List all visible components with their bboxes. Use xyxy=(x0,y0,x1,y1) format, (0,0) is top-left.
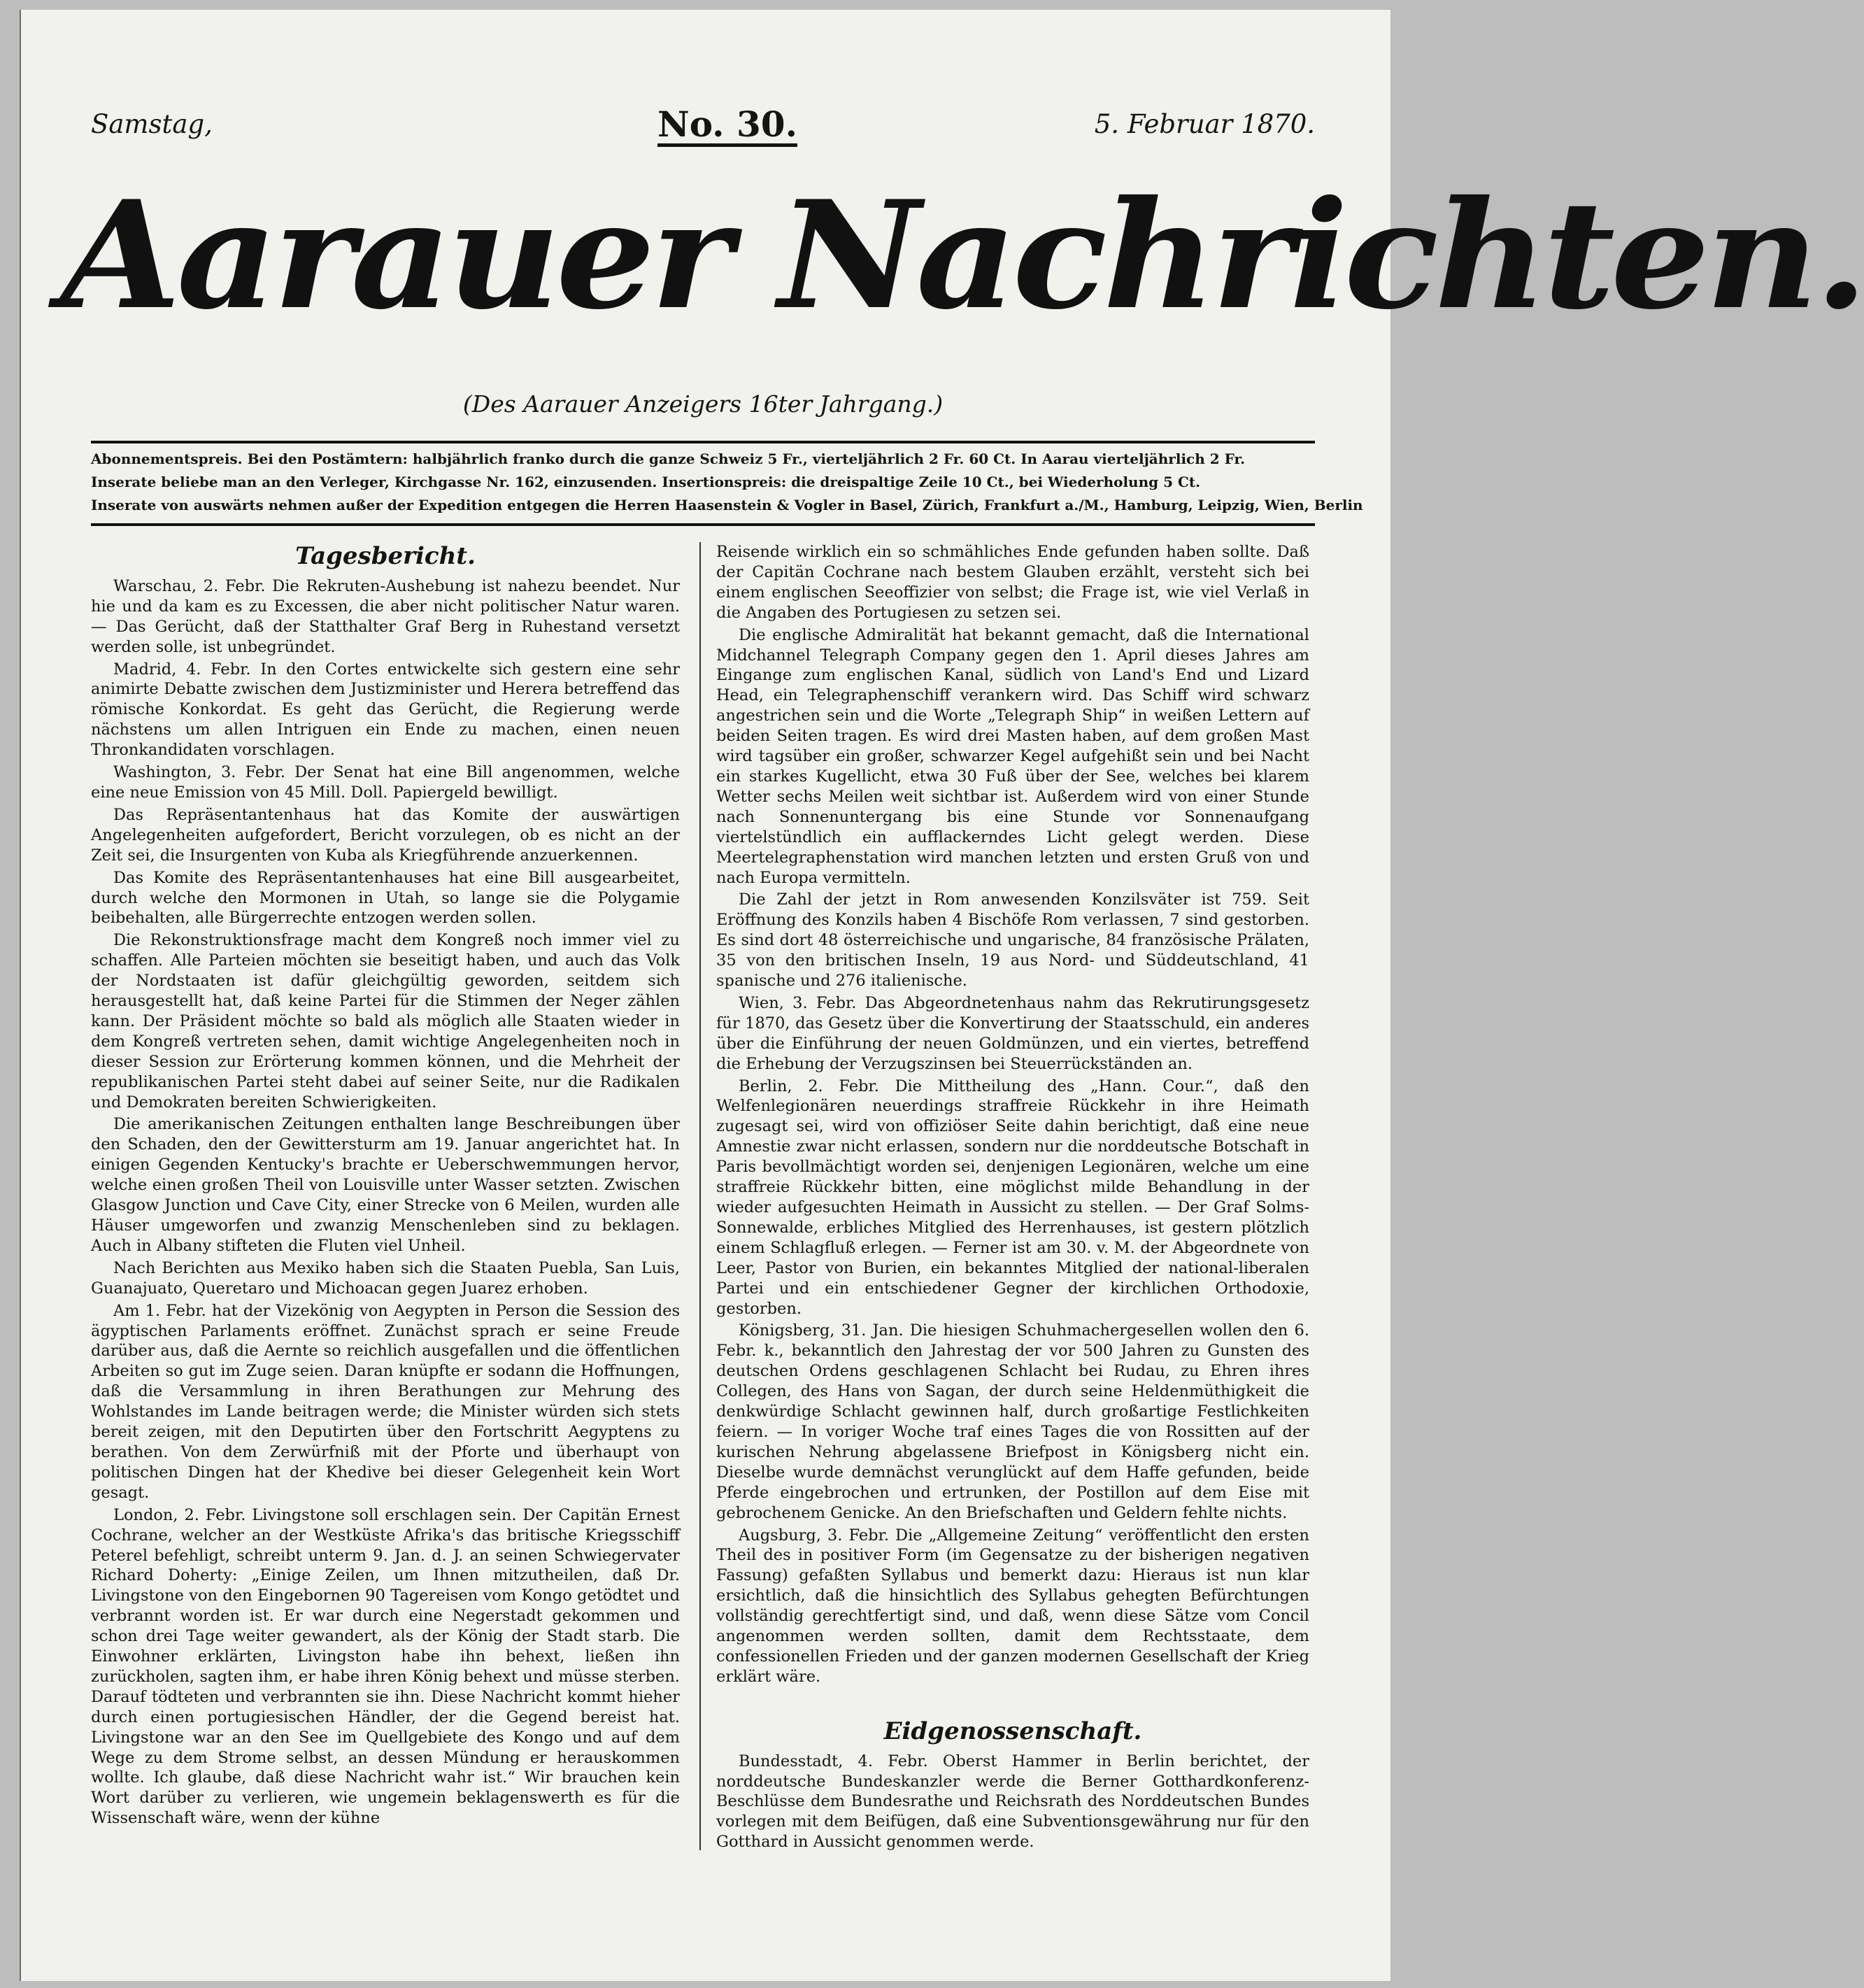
article-paragraph: London, 2. Febr. Livingstone soll erschlagen sein. Der Capitän Ernest Cochrane, welcher an der Westküste Afrika's das britische Kriegsschiff Peterel befehligt, schreibt unterm 9. Jan. d. J. an seinen Schwiegervater Richard Doherty: „Einige Zeilen, um Ihnen mitzutheilen, daß Dr. Livingstone von den Eingebornen 90 Tagereisen vom Kongo getödtet und verbrannt worden ist. Er war durch eine Negerstadt gekommen und schon drei Tage weiter gewandert, als der König der Stadt starb. Die Einwohner erklärten, Livingston habe ihn behext, ließen ihn zurückholen, sagten ihm, er habe ihren König behext und müsse sterben. Darauf tödteten und verbrannten sie ihn. Diese Nachricht kommt hieher durch einen portugiesischen Händler, der die Gegend bereist hat. Livingstone war an den See im Quellgebiete des Kongo und auf dem Wege zu dem Strome selbst, an dessen Mündung er herauskommen wollte. Ich glaube, daß diese Nachricht wahr ist.“ Wir brauchen kein Wort darüber zu verlieren, wie ungemein beklagenswerth es für die Wissenschaft wäre, wenn der kühne xyxy=(91,1505,680,1828)
article-paragraph: Washington, 3. Febr. Der Senat hat eine Bill angenommen, welche eine neue Emission von 45 Mill. Doll. Papiergeld bewilligt. xyxy=(91,763,680,802)
section-heading: Tagesbericht. xyxy=(295,542,476,570)
article-paragraph: Madrid, 4. Febr. In den Cortes entwickelte sich gestern eine sehr animirte Debatte zwischen dem Justizminister und Herera betreffend das römische Konkordat. Es geht das Gerücht, die Regierung werde nächstens um allen Intriguen ein Ende zu machen, einen neuen Thronkandidaten vorschlagen. xyxy=(91,660,680,760)
article-paragraph: Die englische Admiralität hat bekannt gemacht, daß die International Midchannel Telegraph Company gegen den 1. April dieses Jahres am Eingange zum englischen Kanal, südlich von Land's End und Lizard Head, ein Telegraphenschiff verankern wird. Das Schiff wird schwarz angestrichen sein und die Worte „Telegraph Ship“ in weißen Lettern auf beiden Seiten tragen. Es wird drei Masten haben, auf dem großen Mast wird tagsüber ein großer, schwarzer Kegel aufgehißt sein und bei Nacht ein starkes Kugellicht, etwa 30 Fuß über der See, welches bei klarem Wetter sechs Meilen weit sichtbar ist. Außerdem wird von einer Stunde nach Sonnenuntergang bis eine Stunde vor Sonnenaufgang viertelstündlich ein aufflackerndes Licht gelegt werden. Diese Meertelegraphenstation wird manchen letzten und ersten Gruß von und nach Europa vermitteln. xyxy=(716,625,1309,887)
info-line: Inserate von auswärts nehmen außer der Expedition entgegen die Herren Haasenstein & Vogler in Basel, Zürich, Frankfurt a./M., Hamburg, Leipzig, Wien, Berlin xyxy=(91,497,1363,513)
article-paragraph: Reisende wirklich ein so schmähliches Ende gefunden haben sollte. Daß der Capitän Cochrane nach bestem Glauben erzählt, versteht sich bei einem englischen Seeoffizier von selbst; die Frage ist, wie viel Verlaß in die Angaben des Portugiesen zu setzen sei. xyxy=(716,543,1309,622)
weekday: Samstag, xyxy=(91,109,213,139)
column-divider xyxy=(699,542,701,1850)
section-heading: Eidgenossenschaft. xyxy=(883,1717,1142,1745)
article-paragraph: Die Rekonstruktionsfrage macht dem Kongreß noch immer viel zu schaffen. Alle Parteien möchten sie beseitigt haben, und auch das Volk der Nordstaaten ist dafür gleichgültig geworden, seitdem sich herausgestellt hat, daß keine Partei für die Stimmen der Neger zählen kann. Der Präsident möchte so bald als möglich alle Staaten wieder in dem Kongreß vertreten sehen, damit wichtige Angelegenheiten noch in dieser Session zur Erörterung kommen können, und die Mehrheit der republikanischen Partei steht dabei auf seiner Seite, nur die Radikalen und Demokraten bereiten Schwierigkeiten. xyxy=(91,931,680,1112)
article-paragraph: Die amerikanischen Zeitungen enthalten lange Beschreibungen über den Schaden, den der Gewittersturm am 19. Januar angerichtet hat. In einigen Gegenden Kentucky's brachte er Ueberschwemmungen hervor, welche einen großen Theil von Louisville unter Wasser setzten. Zwischen Glasgow Junction und Cave City, einer Strecke von 6 Meilen, wurden alle Häuser umgeworfen und zwanzig Menschenleben sind zu beklagen. Auch in Albany stifteten die Fluten viel Unheil. xyxy=(91,1115,680,1255)
article-paragraph: Augsburg, 3. Febr. Die „Allgemeine Zeitung“ veröffentlicht den ersten Theil des in positiver Form (im Gegensatze zu der bisherigen negativen Fassung) gefaßten Syllabus und bemerkt dazu: Hieraus ist nun klar ersichtlich, daß die hinsichtlich des Syllabus gehegten Befürchtungen vollständig gerechtfertigt sind, und daß, wenn diese Sätze vom Concil angenommen werden sollten, damit dem Rechtsstaate, dem confessionellen Frieden und der ganzen modernen Gesellschaft der Krieg erklärt wäre. xyxy=(716,1526,1309,1686)
article-paragraph: Am 1. Febr. hat der Vizekönig von Aegypten in Person die Session des ägyptischen Parlaments eröffnet. Zunächst sprach er seine Freude darüber aus, daß die Aernte so reichlich ausgefallen und die öffentlichen Arbeiten so gut im Zuge seien. Daran knüpfte er sodann die Hoffnungen, daß die Versammlung in ihren Berathungen zur Mehrung des Wohlstandes im Lande beitragen werde; die Minister würden sich stets bereit zeigen, mit den Deputirten über den Fortschritt Aegyptens zu berathen. Von dem Zerwürfniß mit der Pforte und überhaupt von politischen Dingen hat der Khedive bei dieser Gelegenheit kein Wort gesagt. xyxy=(91,1301,680,1502)
masthead-subtitle: (Des Aarauer Anzeigers 16ter Jahrgang.) xyxy=(462,390,944,418)
article-paragraph: Nach Berichten aus Mexiko haben sich die Staaten Puebla, San Luis, Guanajuato, Queretaro und Michoacan gegen Juarez erhoben. xyxy=(91,1258,680,1298)
info-line: Inserate beliebe man an den Verleger, Kirchgasse Nr. 162, einzusenden. Insertionspreis: die dreispaltige Zeile 10 Ct., bei Wiederholung 5 Ct. xyxy=(91,474,1201,490)
info-rule xyxy=(91,523,1315,526)
info-line: Abonnementspreis. Bei den Postämtern: halbjährlich franko durch die ganze Schweiz 5 Fr., vierteljährlich 2 Fr. 60 Ct. In Aarau vierteljährlich 2 Fr. xyxy=(91,450,1246,467)
header-rule xyxy=(91,441,1315,443)
article-paragraph: Berlin, 2. Febr. Die Mittheilung des „Hann. Cour.“, daß den Welfenlegionären neuerdings straffreie Rückkehr in ihre Heimath zugesagt sei, wird von offiziöser Seite dahin berichtigt, daß eine neue Amnestie zwar nicht erlassen, sondern nur die norddeutsche Botschaft in Paris bevollmächtigt worden sei, denjenigen Legionären, welche um eine straffreie Rückkehr bitten, eine möglichst milde Behandlung in der wieder aufgesuchten Heimath in Aussicht zu stellen. — Der Graf Solms-Sonnewalde, erbliches Mitglied des Herrenhauses, ist gestern plötzlich einem Schlagfluß erlegen. — Ferner ist am 30. v. M. der Abgeordnete von Leer, Pastor von Burien, ein bekanntes Mitglied der national-liberalen Partei und ein entschiedener Gegner der kirchlichen Orthodoxie, gestorben. xyxy=(716,1077,1309,1318)
masthead-title: Aarauer Nachrichten. xyxy=(60,168,1864,342)
article-paragraph: Bundesstadt, 4. Febr. Oberst Hammer in Berlin berichtet, der norddeutsche Bundeskanzler werde die Berner Gotthardkonferenz-Beschlüsse dem Bundesrathe und Reichsrath des Norddeutschen Bundes vorlegen mit dem Beifügen, daß eine Subventionsgewährung nur für den Gotthard in Aussicht genommen werde. xyxy=(716,1752,1309,1852)
article-paragraph: Wien, 3. Febr. Das Abgeordnetenhaus nahm das Rekrutirungsgesetz für 1870, das Gesetz über die Konvertirung der Staatsschuld, ein anderes über die Einführung der neuen Goldmünzen, und ein viertes, betreffend die Erhebung der Verzugszinsen bei Steuerrückständen an. xyxy=(716,993,1309,1073)
issue-date: 5. Februar 1870. xyxy=(1094,109,1315,139)
left-column xyxy=(91,542,680,1831)
dateline xyxy=(91,104,1315,152)
article-paragraph: Das Repräsentantenhaus hat das Komite der auswärtigen Angelegenheiten aufgefordert, Bericht vorzulegen, ob es nicht an der Zeit sei, die Insurgenten von Kuba als Kriegführende anzuerkennen. xyxy=(91,805,680,865)
right-column xyxy=(716,542,1309,1854)
article-paragraph: Die Zahl der jetzt in Rom anwesenden Konzilsväter ist 759. Seit Eröffnung des Konzils haben 4 Bischöfe Rom verlassen, 7 sind gestorben. Es sind dort 48 österreichische und ungarische, 84 französische Prälaten, 35 von den britischen Inseln, 19 aus Nord- und Süddeutschland, 41 spanische und 276 italienische. xyxy=(716,890,1309,991)
issue-number: No. 30. xyxy=(657,104,797,145)
article-paragraph: Das Komite des Repräsentantenhauses hat eine Bill ausgearbeitet, durch welche den Mormonen in Utah, so lange sie die Polygamie beibehalten, alle Bürgerrechte entzogen werden sollen. xyxy=(91,868,680,928)
subscription-info xyxy=(91,448,1363,517)
article-paragraph: Warschau, 2. Febr. Die Rekruten-Aushebung ist nahezu beendet. Nur hie und da kam es zu Excessen, die aber nicht politischer Natur waren. — Das Gerücht, daß der Statthalter Graf Berg in Ruhestand versetzt werden solle, ist unbegründet. xyxy=(91,576,680,656)
article-paragraph: Königsberg, 31. Jan. Die hiesigen Schuhmachergesellen wollen den 6. Febr. k., bekanntlich den Jahrestag der vor 500 Jahren zu Gunsten des deutschen Ordens geschlagenen Schlacht bei Rudau, zu Ehren ihres Collegen, des Hans von Sagan, der durch seine Heldenmüthigkeit die denkwürdige Schlacht gewinnen half, durch großartige Festlichkeiten feiern. — In voriger Woche traf eines Tages die von Rossitten auf der kurischen Nehrung abgelassene Briefpost in Königsberg nicht ein. Dieselbe wurde demnächst verunglückt auf dem Haffe gefunden, beide Pferde eingebrochen und ertrunken, der Postillon auf dem Eise mit gebrochenem Genicke. An den Briefschaften und Geldern fehlte nichts. xyxy=(716,1321,1309,1522)
